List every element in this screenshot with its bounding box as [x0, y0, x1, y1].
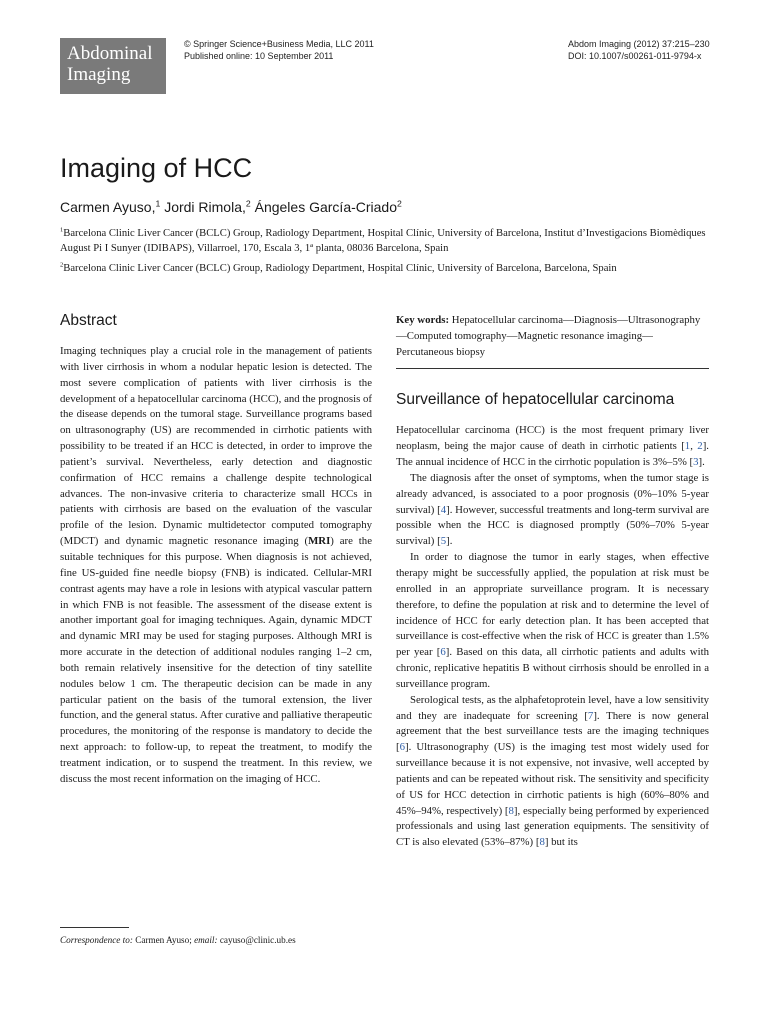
logo-line-1: Abdominal [67, 43, 153, 64]
mri-abbrev: MRI [308, 535, 331, 548]
citation-link[interactable]: 7 [587, 709, 594, 722]
article-title: Imaging of HCC [60, 153, 253, 183]
citation-link[interactable]: 6 [399, 741, 406, 754]
citation-link[interactable]: 4 [440, 503, 447, 516]
affiliation-marker: 1 [155, 198, 161, 209]
abstract-column [60, 312, 372, 798]
citation-link[interactable]: 8 [539, 836, 545, 849]
logo-line-2: Imaging [67, 64, 131, 85]
email-label: email: [194, 935, 218, 945]
citation-link[interactable]: 5 [440, 535, 447, 548]
correspondence-footnote [60, 935, 296, 945]
affiliation-2: $^2$Barcelona Clinic Liver Cancer (BCLC) Group, Radiology Department, Hospital Clínic, University of Barcelona, Barcelona, Spain [60, 261, 617, 274]
section-paragraph-1: Hepatocellular carcinoma (HCC) is the most frequent primary liver neoplasm, being the major cause of death in cirrhotic patients [1, 2]. The annual incidence of HCC in the cirrhotic population is 3%–5% [3]. [396, 424, 709, 469]
doi-line: DOI: 10.1007/s00261-011-9794-x [568, 51, 702, 61]
keywords-text: Hepatocellular carcinoma—Diagnosis—Ultrasonography—Computed tomography—Magnetic resonance imaging—Percutaneous biopsy [396, 314, 701, 358]
author-list [60, 199, 402, 215]
publisher-info [184, 38, 374, 62]
citation-link[interactable]: 8 [508, 804, 514, 817]
keywords-divider [396, 368, 709, 369]
abstract-heading: Abstract [60, 312, 117, 329]
author-name: Carmen Ayuso, [60, 199, 156, 215]
journal-ref: Abdom Imaging (2012) 37:215–230 [568, 39, 710, 49]
section-heading: Surveillance of hepatocellular carcinoma [396, 391, 675, 409]
citation-link[interactable]: 1 [684, 440, 691, 453]
citation-info [568, 38, 710, 62]
correspondence-email[interactable]: cayuso@clinic.ub.es [219, 935, 296, 945]
keywords [396, 313, 709, 360]
affiliation-marker: 2 [245, 198, 251, 209]
footnote-rule [60, 927, 129, 928]
section-paragraph-3: In order to diagnose the tumor in early stages, when effective therapy might be successfully applied, the population at risk must be enrolled in an appropriate surveillance program. It is necessary therefore, to define the population at risk and to determine the level of incidence of HCC for early detection plan. It has been accepted that surveillance is cost-effective when the risk of HCC is greater than 1.5% per year [6]. Based on this data, all cirrhotic patients and adults with chronic, replicative hepatitis B without cirrhosis should be enrolled in a surveillance program. [396, 551, 709, 690]
copyright-line: © Springer Science+Business Media, LLC 2011 [184, 39, 374, 49]
affiliation-marker: 2 [397, 198, 402, 209]
section-paragraph-2: The diagnosis after the onset of symptoms, when the tumor stage is already advanced, is associated to a poor prognosis (0%–10% 5-year survival) [4]. However, successful treatments and long-term survival are possible when the HCC is diagnosed promptly (50%–70% 5-year survival) [5]. [396, 471, 709, 548]
correspondence-name: Carmen Ayuso; [135, 935, 192, 945]
journal-logo [60, 38, 166, 94]
citation-link[interactable]: 3 [693, 456, 699, 469]
correspondence-label: Correspondence to: [60, 935, 133, 945]
abstract-body: Imaging techniques play a crucial role in the management of patients with liver cirrhosis in whom a nodular hepatic lesion is detected. The most severe complication of patients with liver cirrhosis is the development of a hepatocellular carcinoma (HCC), and the prognosis of the disease depends on the tumoral stage. Surveillance programs based on ultrasonography (US) are recommended in cirrhotic patients with possibility to be treated if an HCC is detected, in order to improve the patient’s survival. Nevertheless, early detection and diagnostic confirmation of HCC remains a challenge despite technological advances. The non-invasive criteria to characterize small HCCs in patients with cirrhosis are based on the evaluation of the vascular profile of the lesion. Dynamic multidetector computed tomography (MDCT) and dynamic magnetic resonance imaging (MRI) are the suitable techniques for this purpose. When diagnosis is not achieved, fine US-guided fine needle biopsy (FNB) is indicated. Cellular-MRI contrast agents may have a role in lesions with atypical vascular pattern in which FNB is not feasible. The assessment of the disease extent is another important goal for imaging techniques. Again, dynamic MDCT and dynamic MRI may be used for staging purposes. Although MRI is more accurate in the detection of additional nodules ranging 1–2 cm, both remain relatively insensitive for the detection of tiny satellite nodules below 1 cm. The therapeutic decision can be made in any particular patient on the basis of the tumoral extension, the liver function, and the general status. After curative and palliative therapeutic procedures, the monitoring of the response is mandatory to decide the next approach: to follow-up, to repeat the treatment, to modify the treatment indication, or to suspend the treatment. In this review, we discuss the most recent information on the imaging of HCC. [60, 345, 373, 785]
affiliation-1: $^1$Barcelona Clinic Liver Cancer (BCLC) Group, Radiology Department, Hospital Clínic, University of Barcelona, Institut d’Investigacions Biomèdiques August Pi I Sunyer (IDIBAPS), Villarroel, 170, Escala 3, 1ª planta, 08036 Barcelona, Spain [60, 226, 706, 254]
right-column [396, 313, 709, 851]
citation-link[interactable]: 2 [697, 440, 703, 453]
author-name: Ángeles García-Criado [254, 199, 398, 215]
citation-link[interactable]: 6 [440, 646, 446, 659]
published-line: Published online: 10 September 2011 [184, 51, 334, 61]
keywords-label: Key words: [396, 314, 450, 326]
section-paragraph-4: Serological tests, as the alphafetoprotein level, have a low sensitivity and they are inadequate for screening [7]. There is now general agreement that the best surveillance tests are the imaging techniques [6]. Ultrasonography (US) is the imaging test most widely used for surveillance because it is not expensive, not invasive, well accepted by patients and can be repeated without risk. The sensitivity and specificity of US for HCC detection in cirrhotic patients is high (60%–80% and 45%–94%, respectively) [8], especially being performed by experienced professionals and using last generation equipments. The sensitivity of CT is also elevated (53%–87%) [8] but its [396, 693, 709, 849]
author-name: Jordi Rimola, [164, 199, 246, 215]
